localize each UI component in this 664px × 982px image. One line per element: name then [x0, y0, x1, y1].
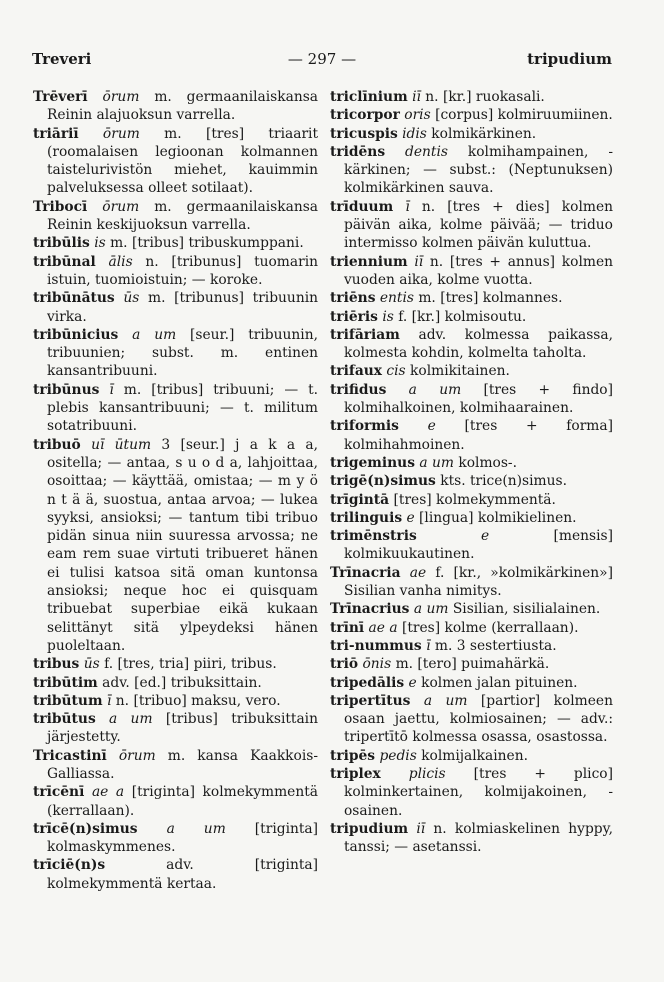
entry-form: idis [402, 125, 427, 142]
entry-headword: Trīnacrius [330, 601, 410, 618]
dictionary-entry [33, 820, 318, 857]
entry-form: cis [386, 363, 406, 380]
entry-headword: tricorpor [330, 107, 400, 124]
entry-headword: trīnī [330, 619, 365, 636]
entry-form: e [408, 674, 417, 691]
entry-form: ae a [91, 784, 125, 801]
entry-definition: m. 3 sestertiusta. [434, 637, 557, 654]
entry-form: a um [408, 381, 462, 398]
entry-definition: [lingua] kolmikielinen. [419, 509, 577, 526]
dictionary-entry [33, 88, 318, 125]
entry-headword: tribūnātus [33, 290, 115, 307]
entry-definition: [triginta] kolmekymmentä (kerrallaan). [47, 784, 319, 819]
left-column [33, 88, 318, 893]
entry-headword: tripudium [330, 820, 409, 837]
entry-headword: trimēnstris [330, 528, 417, 545]
entry-definition: [corpus] kolmiruumiinen. [435, 107, 613, 124]
dictionary-entry [33, 125, 318, 198]
dictionary-entry [330, 564, 613, 601]
dictionary-entry [330, 88, 613, 106]
entry-headword: tri-nummus [330, 637, 422, 654]
page-number: — 297 — [287, 50, 357, 68]
entry-headword: trīduum [330, 198, 394, 215]
entry-headword: triennium [330, 253, 408, 270]
entry-definition: adv. kolmessa paikassa, kolmesta kohdin, kolmelta taholta. [344, 326, 613, 362]
dictionary-entry [330, 381, 613, 418]
dictionary-entry [330, 619, 613, 637]
entry-headword: Trēverī [33, 89, 88, 105]
entry-definition: m. [tribus] tribuskumppani. [110, 235, 304, 252]
entry-definition: m. [tres] triaarit (roomalaisen legioonan kolmannen taistelurivistön miehet, kauimmin palveluksessa olleet sotilaat). [47, 125, 318, 197]
entry-form: pedis [379, 747, 417, 764]
dictionary-entry [33, 856, 318, 893]
dictionary-entry [330, 106, 613, 124]
dictionary-entry [330, 326, 613, 363]
entry-definition: [tres + plico] kolminkertainen, kolmijakoinen, -osainen. [344, 765, 613, 819]
entry-headword: Trīnacria [330, 564, 401, 581]
entry-definition: [seur.] tribuunin, tribuunien; subst. m. entinen kansantribuuni. [47, 326, 318, 380]
dictionary-entry [330, 637, 613, 655]
entry-definition: m. [tribunus] tribuunin virka. [47, 290, 318, 325]
header-left-word: Treveri [32, 50, 92, 68]
dictionary-entry [330, 308, 613, 326]
entry-headword: trifāriam [330, 326, 400, 343]
entry-headword: triāriī [33, 125, 79, 142]
dictionary-entry [330, 600, 613, 618]
entry-headword: trigeminus [330, 454, 415, 471]
entry-form: ī [109, 381, 114, 398]
entry-definition: m. [tero] puimahärkä. [395, 656, 550, 673]
entry-definition: kolmos-. [458, 454, 517, 471]
entry-definition: kts. trice(n)simus. [440, 473, 567, 490]
entry-definition: m. kansa Kaakkois-Galliassa. [47, 747, 319, 782]
entry-headword: Tricastinī [33, 747, 107, 764]
entry-headword: tridēns [330, 143, 386, 160]
entry-definition: [tres] kolme (kerrallaan). [401, 619, 579, 636]
entry-headword: trīcēnī [33, 784, 85, 801]
dictionary-entry [33, 783, 318, 820]
entry-headword: triēris [330, 308, 378, 325]
entry-form: ūs [123, 290, 140, 307]
entry-form: ōrum [102, 198, 140, 215]
entry-form: uī ūtum [91, 436, 152, 453]
entry-headword: triplex [330, 765, 381, 782]
entry-headword: tribūtim [33, 674, 98, 691]
dictionary-entry [33, 326, 318, 381]
entry-form: ōrum [118, 747, 156, 764]
dictionary-entry [33, 674, 318, 692]
entry-form: ūs [83, 656, 100, 673]
dictionary-entry [330, 655, 613, 673]
dictionary-entry [330, 198, 613, 253]
entry-headword: triō [330, 656, 359, 673]
entry-form: is [94, 235, 106, 252]
entry-headword: trifidus [330, 381, 387, 398]
dictionary-entry [330, 454, 613, 472]
dictionary-entry [330, 747, 613, 765]
entry-headword: trigē(n)simus [330, 473, 436, 490]
entry-form: oris [404, 107, 431, 124]
entry-definition: kolmikärkinen. [431, 125, 537, 142]
entry-definition: kolmijalkainen. [421, 747, 528, 764]
entry-form: a um [132, 326, 177, 343]
entry-form: ōrum [102, 89, 140, 105]
entry-definition: adv. [ed.] tribuksittain. [102, 674, 262, 691]
entry-form: ī [106, 692, 112, 709]
entry-definition: n. [tres + dies] kolmen päivän aika, kolme päivää; — triduo intermisso kolmen päivän kuluttua. [344, 198, 614, 252]
entry-headword: tribūnicius [33, 326, 119, 343]
entry-headword: tribūnus [33, 381, 100, 398]
entry-form: ae [409, 564, 427, 581]
entry-definition: n. [tres + annus] kolmen vuoden aika, kolme vuotta. [344, 253, 613, 288]
entry-form: is [382, 308, 394, 325]
entry-form: e [406, 509, 415, 526]
entry-definition: m. [tres] kolmannes. [418, 290, 563, 307]
entry-definition: kolmikitainen. [410, 363, 510, 380]
entry-definition: [partior] kolmeen osaan jaettu, kolmiosainen; — adv.: tripertītō kolmessa osassa, osastossa. [344, 692, 613, 746]
entry-definition: [triginta] kolmaskymmenes. [47, 820, 319, 856]
dictionary-entry [33, 655, 318, 673]
entry-definition: m. [tribus] tribuuni; — t. plebis kansantribuuni; — t. militum sotatribuuni. [47, 381, 319, 435]
entry-headword: tricuspis [330, 125, 398, 142]
entry-headword: tribūtum [33, 692, 103, 709]
entry-headword: trīgintā [330, 491, 390, 508]
entry-definition: f. [kr., »kolmikärkinen»] Sisilian vanha nimitys. [344, 564, 613, 600]
dictionary-entry [330, 692, 613, 747]
entry-form: ōrum [102, 125, 140, 142]
entry-headword: trīciē(n)s [33, 857, 106, 874]
dictionary-entry [330, 362, 613, 380]
entry-headword: tripedālis [330, 674, 405, 691]
entry-form: plicis [408, 765, 446, 782]
dictionary-entry [330, 417, 613, 454]
entry-headword: trilinguis [330, 509, 403, 526]
dictionary-entry [330, 253, 613, 290]
entry-definition: Sisilian, sisilialainen. [452, 601, 601, 618]
entry-form: ae a [368, 619, 398, 636]
entry-headword: trīcē(n)simus [33, 820, 138, 837]
entry-headword: trifaux [330, 363, 383, 380]
entry-headword: tribus [33, 656, 80, 673]
entry-definition: f. [kr.] kolmisoutu. [398, 308, 527, 325]
entry-form: e [427, 418, 436, 435]
entry-definition: m. germaanilaiskansa Reinin alajuoksun varrella. [47, 89, 319, 124]
page-header [32, 50, 612, 74]
header-right-word: tripudium [527, 50, 612, 68]
dictionary-entry [33, 381, 318, 436]
right-column [330, 88, 613, 856]
entry-headword: triformis [330, 418, 399, 435]
entry-definition: [tres] kolmekymmentä. [393, 491, 556, 508]
dictionary-entry [330, 674, 613, 692]
entry-headword: tribuō [33, 436, 81, 453]
dictionary-entry [330, 472, 613, 490]
dictionary-entry [330, 125, 613, 143]
dictionary-entry [330, 527, 613, 564]
entry-headword: tribūlis [33, 235, 90, 252]
entry-form: ī [426, 637, 431, 654]
entry-headword: Tribocī [33, 198, 88, 215]
entry-form: dentis [405, 143, 448, 160]
entry-headword: triclīnium [330, 89, 408, 105]
dictionary-entry [330, 820, 613, 857]
entry-headword: tripertītus [330, 692, 411, 709]
entry-definition: adv. [triginta] kolmekymmentä kertaa. [47, 857, 318, 892]
dictionary-entry [33, 692, 318, 710]
entry-form: a um [419, 454, 454, 471]
entry-definition: [tres + forma] kolmihahmoinen. [344, 418, 613, 453]
dictionary-entry [33, 289, 318, 326]
entry-form: iī [416, 820, 426, 837]
dictionary-entry [33, 710, 318, 747]
entry-definition: m. germaanilaiskansa Reinin keskijuoksun varrella. [47, 198, 319, 234]
entry-definition: [tres + findo] kolmihalkoinen, kolmihaarainen. [344, 381, 613, 417]
dictionary-entry [330, 143, 613, 198]
entry-headword: tribūnal [33, 253, 96, 270]
entry-form: ālis [108, 253, 133, 270]
entry-form: iī [412, 89, 421, 105]
entry-headword: tribūtus [33, 711, 96, 728]
entry-form: e [481, 528, 490, 545]
dictionary-entry [33, 198, 318, 235]
entry-definition: n. [tribunus] tuomarin istuin, tuomioistuin; — koroke. [47, 253, 319, 288]
entry-headword: tripēs [330, 747, 376, 764]
dictionary-entry [33, 436, 318, 656]
entry-form: a um [109, 711, 153, 728]
dictionary-entry [330, 491, 613, 509]
entry-definition: f. [tres, tria] piiri, tribus. [104, 656, 277, 673]
entry-definition: kolmen jalan pituinen. [421, 674, 578, 691]
entry-form: a um [166, 820, 226, 837]
entry-form: a um [423, 692, 468, 709]
dictionary-entry [33, 253, 318, 290]
entry-form: ōnis [362, 656, 392, 673]
dictionary-entry [330, 509, 613, 527]
entry-form: entis [379, 290, 414, 307]
entry-definition: n. [tribuo] maksu, vero. [115, 692, 281, 709]
dictionary-entry [330, 289, 613, 307]
entry-form: ī [405, 198, 410, 215]
dictionary-entry [33, 747, 318, 784]
entry-form: a um [413, 601, 449, 618]
entry-definition: n. kolmiaskelinen hyppy, tanssi; — asetanssi. [344, 820, 613, 856]
dictionary-entry [330, 765, 613, 820]
entry-definition: [mensis] kolmikuukautinen. [344, 528, 613, 563]
entry-definition: kolmihampainen, -kärkinen; — subst.: (Neptunuksen) kolmikärkinen sauva. [344, 143, 614, 197]
dictionary-entry [33, 234, 318, 252]
entry-definition: [tribus] tribuksittain järjestetty. [47, 711, 318, 746]
entry-form: iī [414, 253, 424, 270]
entry-definition: 3 [seur.] j a k a a, ositella; — antaa, s u o d a, lahjoittaa, osoittaa; — käyttää, omistaa; — m y ö n t ä ä, suostua, antaa arvoa; — lukea syyksi, ansioksi; — tantum tibi tribuo pidän sinua niin suuressa arvossa; ne eam rem suae virtuti tribueret hänen ei tulisi katsoa sitä oman kuntonsa ansioksi; neque hoc ei quisquam tribuebat superbiae eikä kukaan selittänyt sitä ylpeydeksi hänen puoleltaan. [47, 436, 319, 654]
entry-definition: n. [kr.] ruokasali. [425, 89, 545, 105]
entry-headword: triēns [330, 290, 376, 307]
